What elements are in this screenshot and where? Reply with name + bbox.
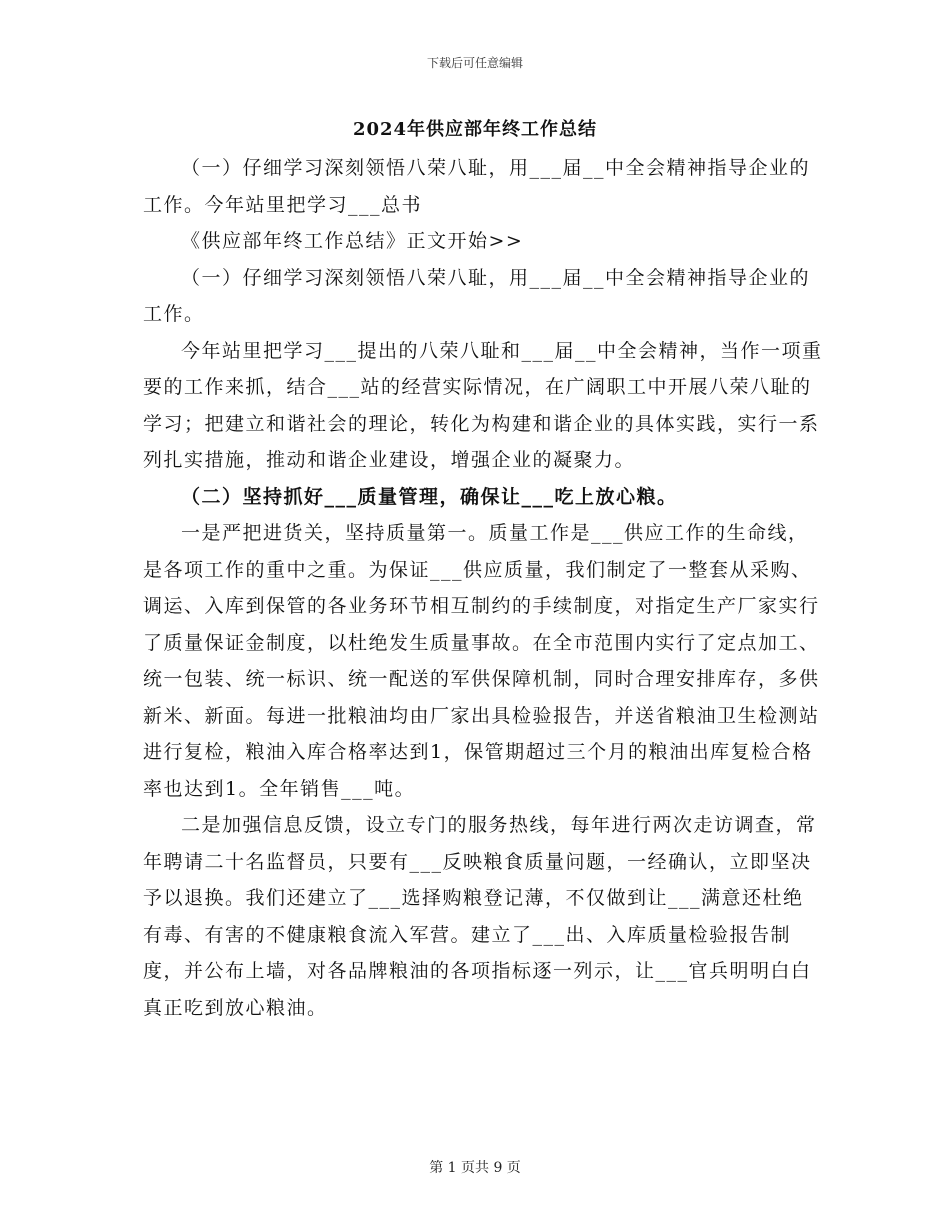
section-heading-2: （二）坚持抓好___质量管理，确保让___吃上放心粮。 [181,485,678,508]
paragraph-1: （一）仔细学习深刻领悟八荣八耻，用___届__中全会精神指导企业的工作。今年站里把学习___总书 [143,157,811,216]
document-body [143,150,823,1026]
header-note: 下载后可任意编辑 [426,56,523,70]
paragraph-7: 二是加强信息反馈，设立专门的服务热线，每年进行两次走访调查，常年聘请二十名监督员，只要有___反映粮食质量问题，一经确认，立即坚决予以退换。我们还建立了___选择购粮登记薄，不仅做到让___满意还杜绝有毒、有害的不健康粮食流入军营。建立了___出、入库质量检验报告制度，并公布上墙，对各品牌粮油的各项指标逐一列示，让___官兵明明白白真正吃到放心粮油。 [143,814,817,1019]
paragraph-6: 一是严把进货关，坚持质量第一。质量工作是___供应工作的生命线，是各项工作的重中之重。为保证___供应质量，我们制定了一整套从采购、调运、入库到保管的各业务环节相互制约的手续制度，对指定生产厂家实行了质量保证金制度，以杜绝发生质量事故。在全市范围内实行了定点加工、统一包装、统一标识、统一配送的军供保障机制，同时合理安排库存，多供新米、新面。每进一批粮油均由厂家出具检验报告，并送省粮油卫生检测站进行复检，粮油入库合格率达到1，保管期超过三个月的粮油出库复检合格率也达到1。全年销售___吨。 [143,522,820,800]
paragraph-3: （一）仔细学习深刻领悟八荣八耻，用___届__中全会精神指导企业的工作。 [143,266,811,325]
paragraph-4: 今年站里把学习___提出的八荣八耻和___届__中全会精神，当作一项重要的工作来抓，结合___站的经营实际情况，在广阔职工中开展八荣八耻的学习；把建立和谐社会的理论，转化为构建和谐企业的具体实践，实行一系列扎实措施，推动和谐企业建设，增强企业的凝聚力。 [143,339,823,471]
page-footer: 第 1 页共 9 页 [429,1160,521,1176]
document-title: 2024年供应部年终工作总结 [352,119,598,140]
paragraph-2: 《供应部年终工作总结》正文开始>> [181,230,524,252]
